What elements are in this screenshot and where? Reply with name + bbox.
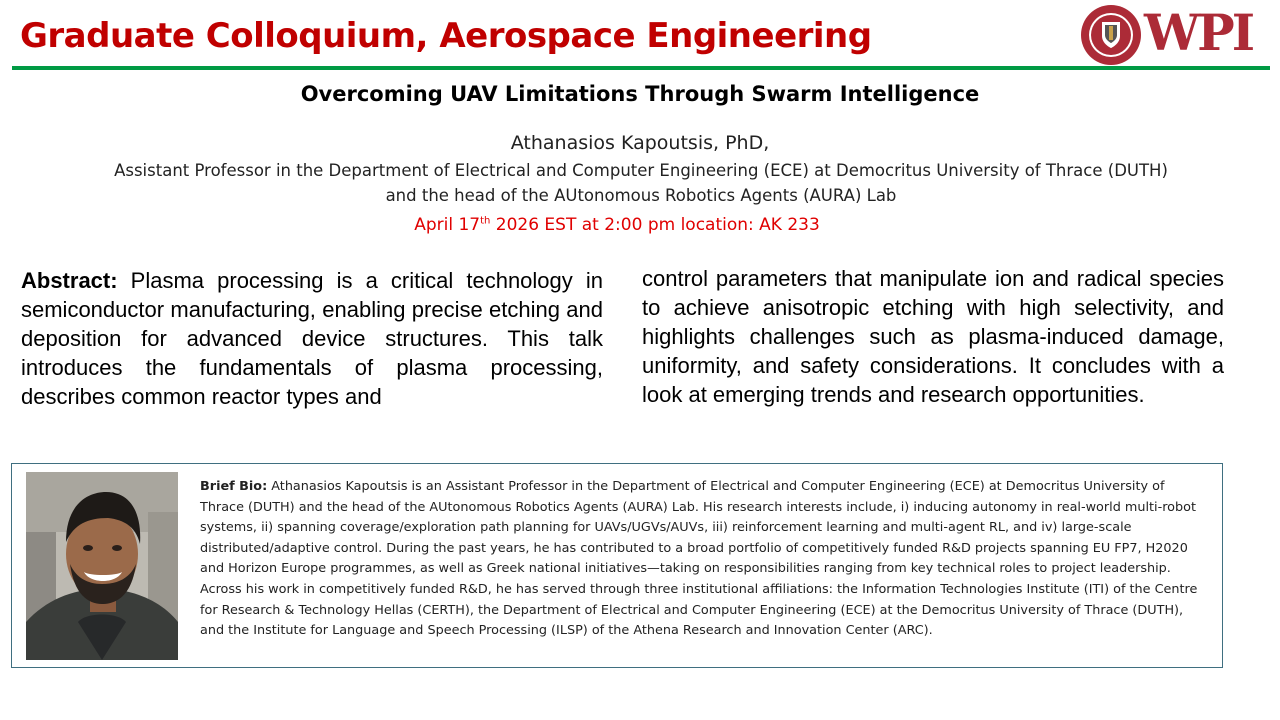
bio-label: Brief Bio: xyxy=(200,479,268,494)
header-divider xyxy=(12,66,1270,70)
date-time-location: 2026 EST at 2:00 pm location: AK 233 xyxy=(490,215,820,235)
abstract-column-right xyxy=(642,264,1224,409)
talk-schedule xyxy=(0,215,1234,235)
abstract-text-left: Plasma processing is a critical technology in semiconductor manufacturing, enabling precise etching and deposition for advanced device structures. This talk introduces the fundamentals of plasma processing, describes common reactor types and xyxy=(21,268,603,409)
speaker-affiliation-line-1: Assistant Professor in the Department of Electrical and Computer Engineering (ECE) at Democritus University of Thrace (DUTH) xyxy=(114,161,1168,180)
date-ordinal: th xyxy=(480,215,491,227)
abstract-text-right: control parameters that manipulate ion and radical species to achieve anisotropic etching with high selectivity, and highlights challenges such as plasma-induced damage, uniformity, and safety considerations. It concludes with a look at emerging trends and research opportunities. xyxy=(642,266,1224,407)
speaker-portrait-icon xyxy=(26,472,178,660)
wpi-seal-icon xyxy=(1080,4,1142,66)
speaker-affiliation-line-2: and the head of the AUtonomous Robotics Agents (AURA) Lab xyxy=(385,186,897,205)
abstract-label: Abstract: xyxy=(21,268,118,293)
abstract-column-left xyxy=(21,266,603,411)
wpi-logo xyxy=(1080,4,1270,66)
speaker-photo xyxy=(26,472,178,660)
talk-title: Overcoming UAV Limitations Through Swarm Intelligence xyxy=(300,82,980,106)
bio-body: Athanasios Kapoutsis is an Assistant Professor in the Department of Electrical and Computer Engineering (ECE) at Democritus University of Thrace (DUTH) and the head of the AUtonomous Robotics Agents (AURA) Lab. His research interests include, i) inducing autonomy in real-world multi-robot systems, ii) spanning coverage/exploration path planning for UAVs/UGVs/AUVs, iii) reinforcement learning and multi-agent RL, and iv) large-scale distributed/adaptive control. During the past years, he has contributed to a broad portfolio of competitively funded R&D projects spanning EU FP7, H2020 and Horizon Europe programmes, as well as Greek national initiatives—taking on responsibilities ranging from key technical roles to project leadership. Across his work in competitively funded R&D, he has served through three institutional affiliations: the Information Technologies Institute (ITI) of the Centre for Research & Technology Hellas (CERTH), the Department of Electrical and Computer Engineering (ECE) at the Democritus University of Thrace (DUTH), and the Institute for Language and Speech Processing (ILSP) of the Athena Research and Innovation Center (ARC). xyxy=(200,479,1198,639)
wpi-wordmark: WPI xyxy=(1144,3,1253,62)
date-prefix: April 17 xyxy=(414,215,481,235)
bio-text xyxy=(200,477,1206,642)
page-title: Graduate Colloquium, Aerospace Engineering xyxy=(20,16,872,56)
speaker-name: Athanasios Kapoutsis, PhD, xyxy=(510,132,770,154)
